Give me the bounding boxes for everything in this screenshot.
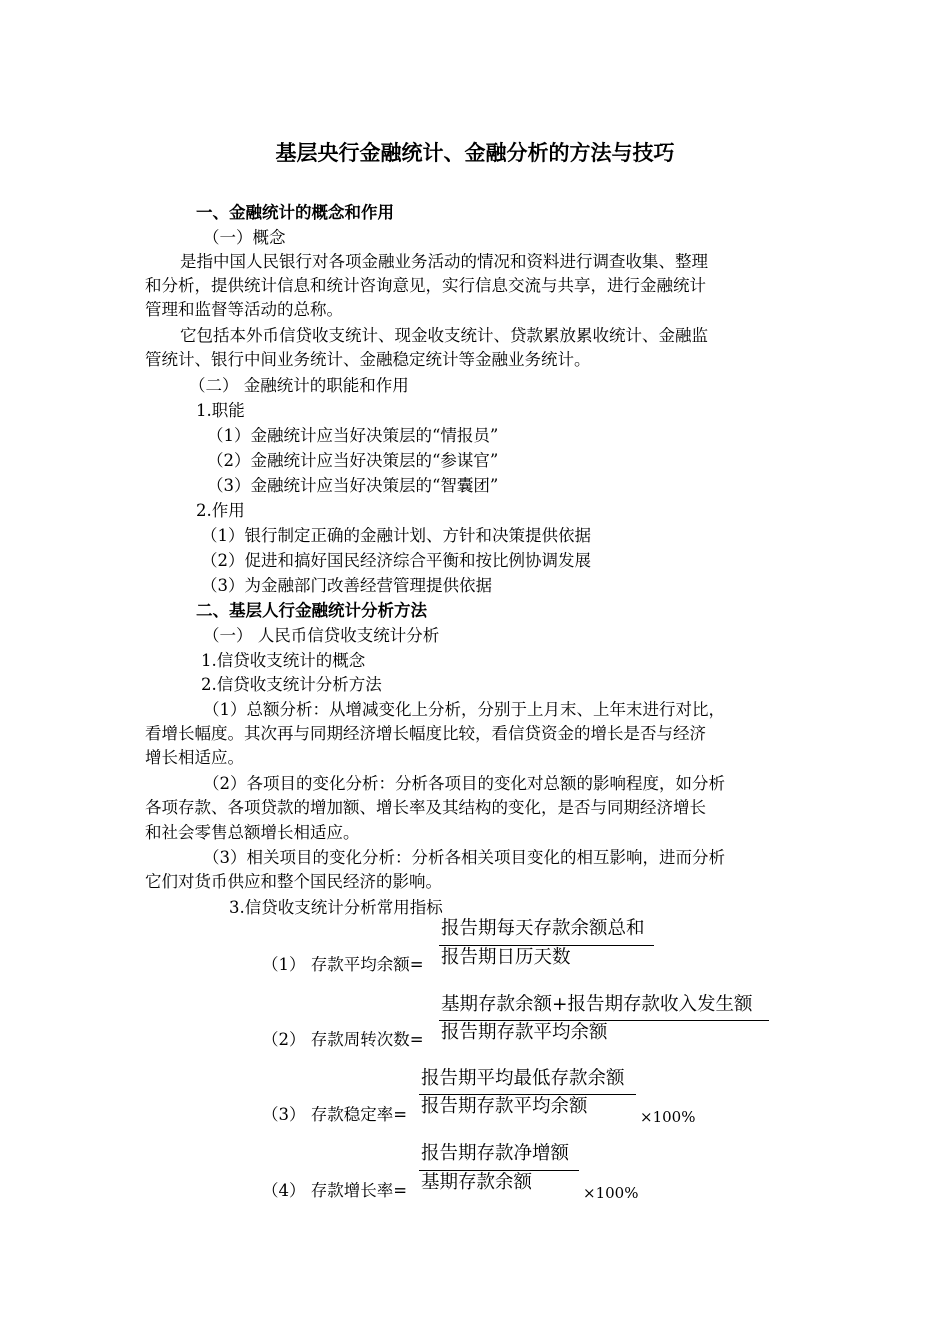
paragraph-line: （2）各项目的变化分析：分析各项目的变化对总额的影响程度，如分析 xyxy=(203,774,725,793)
paragraph-line: （1）总额分析：从增减变化上分析，分别于上月末、上年末进行对比， xyxy=(203,700,725,719)
paragraph-line: 是指中国人民银行对各项金融业务活动的情况和资料进行调查收集、整理 xyxy=(180,252,708,271)
list-heading: 1.职能 xyxy=(196,401,245,420)
formula-4-numerator: 报告期存款净增额 xyxy=(421,1143,570,1164)
list-item: （3）金融统计应当好决策层的“智囊团” xyxy=(207,476,499,495)
paragraph-line: 管理和监督等活动的总称。 xyxy=(145,300,343,319)
paragraph-line: （3）相关项目的变化分析：分析各相关项目变化的相互影响，进而分析 xyxy=(203,848,725,867)
list-item: （3）为金融部门改善经营管理提供依据 xyxy=(201,576,492,595)
formula-2-denominator: 报告期存款平均余额 xyxy=(441,1022,608,1043)
paragraph-line: 它们对货币供应和整个国民经济的影响。 xyxy=(145,872,442,891)
paragraph-line: 增长相适应。 xyxy=(145,748,244,767)
formula-2-label: （2） 存款周转次数= xyxy=(262,1030,424,1049)
section-heading-1: 一、金融统计的概念和作用 xyxy=(196,203,394,222)
document-title: 基层央行金融统计、金融分析的方法与技巧 xyxy=(275,140,675,165)
formula-1-label: （1） 存款平均余额= xyxy=(262,955,424,974)
list-heading: 2.信贷收支统计分析方法 xyxy=(201,675,382,694)
formula-4-denominator: 基期存款余额 xyxy=(421,1172,533,1193)
formula-2-numerator: 基期存款余额+报告期存款收入发生额 xyxy=(441,994,753,1015)
paragraph-line: 它包括本外币信贷收支统计、现金收支统计、贷款累放累收统计、金融监 xyxy=(180,326,708,345)
formula-3-multiplier: ×100% xyxy=(640,1108,696,1126)
section-heading-2: 二、基层人行金融统计分析方法 xyxy=(196,601,427,620)
paragraph-line: 看增长幅度。其次再与同期经济增长幅度比较，看信贷资金的增长是否与经济 xyxy=(145,724,706,743)
paragraph-line: 管统计、银行中间业务统计、金融稳定统计等金融业务统计。 xyxy=(145,350,591,369)
formula-4-label: （4） 存款增长率= xyxy=(262,1181,408,1200)
formula-1-numerator: 报告期每天存款余额总和 xyxy=(441,918,645,939)
formula-3-denominator: 报告期存款平均余额 xyxy=(421,1096,588,1117)
list-item: （1）银行制定正确的金融计划、方针和决策提供依据 xyxy=(201,526,591,545)
list-heading: 2.作用 xyxy=(196,501,245,520)
formula-3-label: （3） 存款稳定率= xyxy=(262,1105,408,1124)
paragraph-line: 和分析，提供统计信息和统计咨询意见，实行信息交流与共享，进行金融统计 xyxy=(145,276,706,295)
subsection-heading-credit: （一） 人民币信贷收支统计分析 xyxy=(203,626,440,645)
list-item: （2）促进和搞好国民经济综合平衡和按比例协调发展 xyxy=(201,551,591,570)
list-heading: 1.信贷收支统计的概念 xyxy=(201,651,366,670)
subsection-heading-concept: （一）概念 xyxy=(203,228,286,247)
paragraph-line: 和社会零售总额增长相适应。 xyxy=(145,823,360,842)
subsection-heading-function: （二） 金融统计的职能和作用 xyxy=(189,376,409,395)
formula-4-multiplier: ×100% xyxy=(583,1184,639,1202)
formula-1-denominator: 报告期日历天数 xyxy=(441,947,571,968)
list-item: （1）金融统计应当好决策层的“情报员” xyxy=(207,426,499,445)
paragraph-line: 各项存款、各项贷款的增加额、增长率及其结构的变化，是否与同期经济增长 xyxy=(145,798,706,817)
formula-3-numerator: 报告期平均最低存款余额 xyxy=(421,1068,625,1089)
list-heading: 3.信贷收支统计分析常用指标 xyxy=(229,898,443,917)
list-item: （2）金融统计应当好决策层的“参谋官” xyxy=(207,451,499,470)
